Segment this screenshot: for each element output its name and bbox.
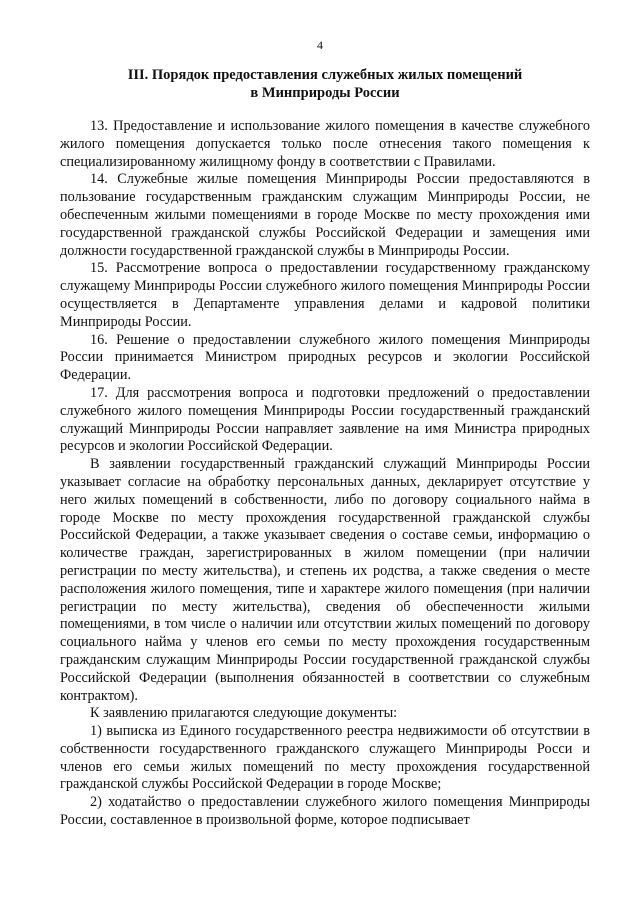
paragraph-14: 14. Служебные жилые помещения Минприроды России предоставляются в пользование государственным гражданским служащим Минприроды России, не обеспеченным жилыми помещениями в городе Москве по месту прохождения ими государственной гражданской службы Российской Федерации и замещения ими должности государственной гражданской службы в Минприроды России.	[60, 171, 590, 259]
page-number: 4	[317, 38, 323, 52]
paragraph-application-content: В заявлении государственный гражданский служащий Минприроды России указывает согласие на обработку персональных данных, декларирует отсутствие у него жилых помещений в собственности, либо по договору социального найма в городе Москве по месту прохождения государственной гражданской службы Российской Федерации, а также указывает сведения о составе семьи, информацию о количестве граждан, зарегистрированных в жилом помещении (при наличии регистрации по месту жительства), и степень их родства, а также сведения о месте расположения жилого помещения, типе и характере жилого помещения (при наличии регистрации по месту жительства), сведения об обеспеченности жилыми помещениями, в том числе о наличии или отсутствии жилых помещений по договору социального найма у членов его семьи по месту прохождения государственным гражданским служащим Минприроды России государственной гражданской службы Российской Федерации (выполнения обязанностей в соответствии со служебным контрактом).	[60, 456, 590, 704]
paragraph-16: 16. Решение о предоставлении служебного жилого помещения Минприроды России принимается Министром природных ресурсов и экологии Российской Федерации.	[60, 331, 590, 384]
section-heading-line-1: III. Порядок предоставления служебных жилых помещений	[127, 67, 523, 83]
paragraph-13: 13. Предоставление и использование жилого помещения в качестве служебного жилого помещения допускается только после отнесения такого помещения к специализированному жилищному фонду в соответствии с Правилами.	[60, 118, 590, 170]
paragraph-documents-intro: К заявлению прилагаются следующие документы:	[90, 705, 398, 722]
section-heading	[60, 66, 590, 102]
list-item-1: 1) выписка из Единого государственного реестра недвижимости об отсутствии в собственности государственного гражданского служащего Минприроды Росси и членов его семьи жилых помещений по месту прохождения государственной гражданской службы Российской Федерации в городе Москве;	[60, 723, 590, 793]
section-heading-line-2: в Минприроды России	[250, 85, 400, 101]
list-item-2: 2) ходатайство о предоставлении служебного жилого помещения Минприроды России, составленное в произвольной форме, которое подписывает	[60, 794, 590, 829]
paragraph-15: 15. Рассмотрение вопроса о предоставлении государственному гражданскому служащему Минприроды России служебного жилого помещения Минприроды России осуществляется в Департаменте управления делами и кадровой политики Минприроды России.	[60, 260, 590, 330]
paragraph-17: 17. Для рассмотрения вопроса и подготовки предложений о предоставлении служебного жилого помещения Минприроды России государственный гражданский служащий Минприроды России направляет заявление на имя Министра природных ресурсов и экологии Российской Федерации.	[60, 384, 590, 455]
document-body	[60, 118, 590, 830]
